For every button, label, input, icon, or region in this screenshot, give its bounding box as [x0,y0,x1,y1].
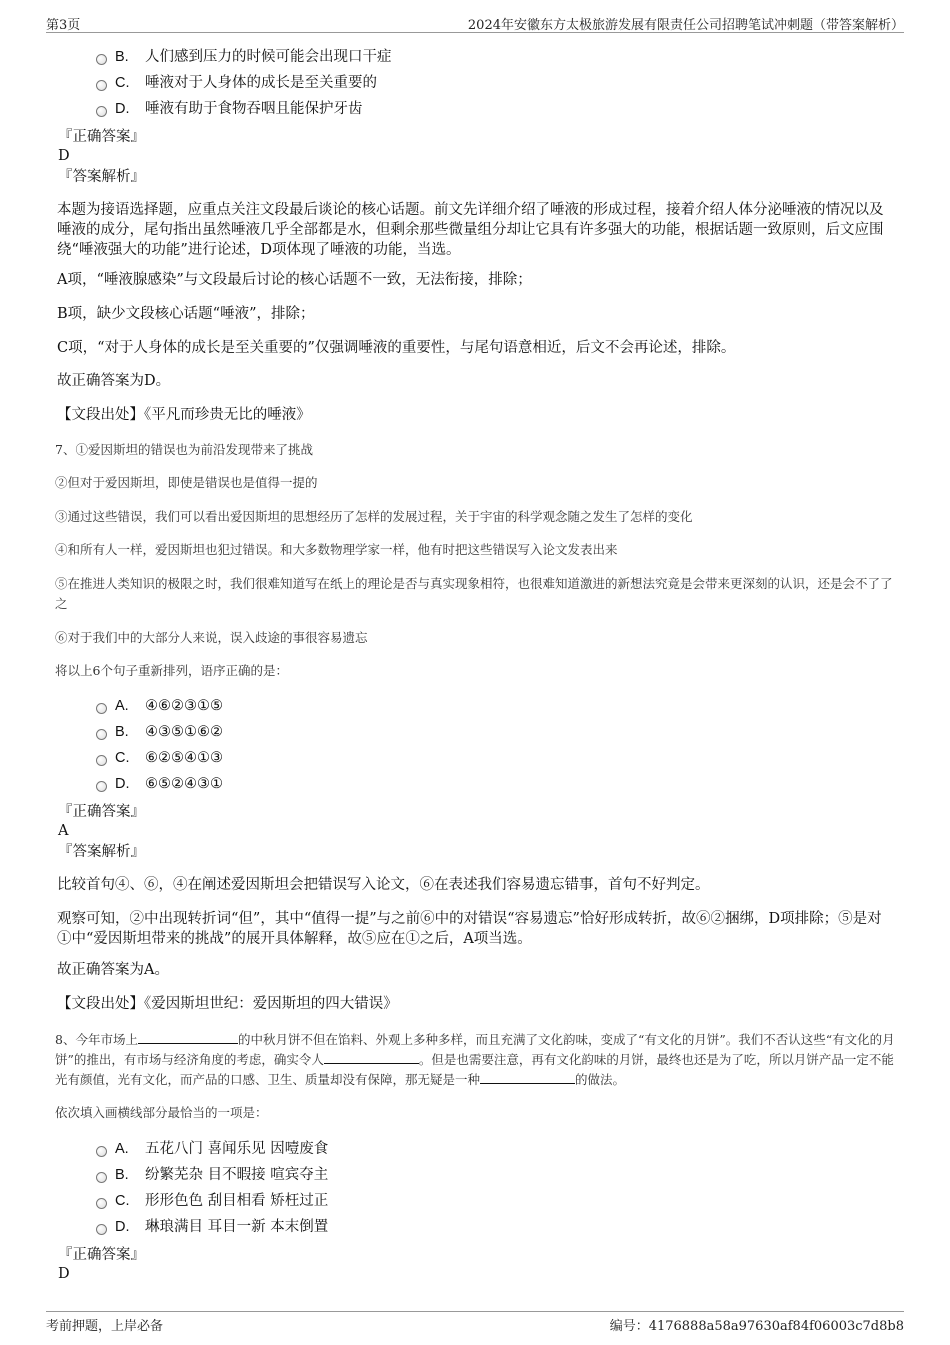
q6-analysis-paragraph: A项，“唾液腺感染”与文段最后讨论的核心话题不一致，无法衔接，排除； [57,272,532,288]
radio-icon[interactable] [96,703,107,714]
q8-option-a[interactable]: A. 五花八门 喜闻乐见 因噎废食 [96,1138,328,1160]
q7-option-b[interactable]: B. ④③⑤①⑥② [96,721,223,743]
q6-analysis-paragraph: 故正确答案为D。 [57,373,171,389]
q6-source: 【文段出处】《平凡而珍贵无比的唾液》 [57,407,311,423]
q7-option-a[interactable]: A. ④⑥②③①⑤ [96,695,223,717]
q6-answer: D [58,148,70,164]
q8-prompt: 依次填入画横线部分最恰当的一项是： [55,1105,268,1120]
q8-answer: D [58,1266,70,1282]
fill-blank [480,1071,575,1084]
fill-blank [324,1051,419,1064]
option-text: ④⑥②③①⑤ [145,698,223,714]
document-title: 2024年安徽东方太极旅游发展有限责任公司招聘笔试冲刺题（带答案解析） [467,18,904,33]
q7-option-c[interactable]: C. ⑥②⑤④①③ [96,747,223,769]
option-text: ⑥⑤②④③① [145,776,223,792]
q6-analysis-paragraph: B项，缺少文段核心话题“唾液”，排除； [57,306,315,322]
option-text: 纷繁芜杂 目不暇接 喧宾夺主 [145,1167,329,1183]
q7-analysis-label: 『答案解析』 [58,844,145,860]
q7-analysis-paragraph: 观察可知，②中出现转折词“但”，其中“值得一提”与之前⑥中的对错误“容易遗忘”恰好形成转折，故⑥②捆绑，D项排除；⑤是对①中“爱因斯坦带来的挑战”的展开具体解释，故⑤应在①之后，A项当选。 [57,911,882,947]
q6-analysis-label: 『答案解析』 [58,169,145,185]
q7-sentence: ④和所有人一样，爱因斯坦也犯过错误。和大多数物理学家一样，他有时把这些错误写入论文发表出来 [55,542,618,557]
q7-sentence: ⑥对于我们中的大部分人来说，误入歧途的事很容易遗忘 [55,630,368,645]
fill-blank [138,1031,238,1044]
option-text: 形形色色 刮目相看 矫枉过正 [145,1193,329,1209]
q7-analysis-paragraph: 比较首句④、⑥，④在阐述爱因斯坦会把错误写入论文，⑥在表述我们容易遗忘错事，首句不好判定。 [57,877,710,893]
q6-analysis-paragraph: 本题为接语选择题，应重点关注文段最后谈论的核心话题。前文先详细介绍了唾液的形成过程，接着介绍人体分泌唾液的情况以及唾液的成分，尾句指出虽然唾液几乎全部都是水，但剩余那些微量组分却让它具有许多强大的功能，根据话题一致原则，后文应围绕“唾液强大的功能”进行论述，D项体现了唾液的功能，当选。 [57,202,884,258]
q6-option-b[interactable]: B. 人们感到压力的时候可能会出现口干症 [96,46,392,68]
q7-answer-label: 『正确答案』 [58,804,145,820]
q7-sentence: ②但对于爱因斯坦，即使是错误也是值得一提的 [55,475,318,490]
option-text: 唾液有助于食物吞咽且能保护牙齿 [145,101,363,117]
q7-sentence: ③通过这些错误，我们可以看出爱因斯坦的思想经历了怎样的发展过程，关于宇宙的科学观念随之发生了怎样的变化 [55,509,693,524]
q6-analysis-paragraph: C项，“对于人身体的成长是至关重要的”仅强调唾液的重要性，与尾句语意相近，后文不会再论述，排除。 [57,340,736,356]
option-text: ⑥②⑤④①③ [145,750,223,766]
radio-icon[interactable] [96,1172,107,1183]
q7-source: 【文段出处】《爱因斯坦世纪：爱因斯坦的四大错误》 [57,996,398,1012]
page-number: 第3页 [46,18,81,33]
q7-sentence: 7、①爱因斯坦的错误也为前沿发现带来了挑战 [55,442,313,457]
q8-option-d[interactable]: D. 琳琅满目 耳目一新 本末倒置 [96,1216,328,1238]
q7-answer: A [58,823,69,839]
radio-icon[interactable] [96,781,107,792]
option-text: 人们感到压力的时候可能会出现口干症 [145,49,392,65]
radio-icon[interactable] [96,1198,107,1209]
q6-option-d[interactable]: D. 唾液有助于食物吞咽且能保护牙齿 [96,98,363,120]
page-footer [46,1311,904,1334]
option-text: 唾液对于人身体的成长是至关重要的 [145,75,377,91]
q7-analysis-paragraph: 故正确答案为A。 [57,962,169,978]
option-text: 五花八门 喜闻乐见 因噎废食 [145,1141,329,1157]
q8-option-b[interactable]: B. 纷繁芜杂 目不暇接 喧宾夺主 [96,1164,328,1186]
q7-prompt: 将以上6个句子重新排列，语序正确的是： [55,663,288,678]
q8-stem: 8、今年市场上 的中秋月饼不但在馅料、外观上多种多样，而且充满了文化韵味，变成了“有文化的月饼”。我们不否认这些“有文化的月饼”的推出，有市场与经济角度的考虑，确实令人 。但是也需要注意，再有文化韵味的月饼，最终也还是为了吃，所以月饼产品一定不能光有颜值，光有文化，而产品的口感、卫生、质量却没有保障，那无疑是一种 的做法。 [55,1032,895,1087]
q6-option-c[interactable]: C. 唾液对于人身体的成长是至关重要的 [96,72,377,94]
radio-icon[interactable] [96,755,107,766]
radio-icon[interactable] [96,106,107,117]
radio-icon[interactable] [96,80,107,91]
option-text: 琳琅满目 耳目一新 本末倒置 [145,1219,329,1235]
radio-icon[interactable] [96,54,107,65]
radio-icon[interactable] [96,1224,107,1235]
radio-icon[interactable] [96,729,107,740]
q7-option-d[interactable]: D. ⑥⑤②④③① [96,773,223,795]
page-header [46,12,904,33]
option-text: ④③⑤①⑥② [145,724,223,740]
radio-icon[interactable] [96,1146,107,1157]
footer-slogan: 考前押题，上岸必备 [46,1319,164,1334]
q7-sentence: ⑤在推进人类知识的极限之时，我们很难知道写在纸上的理论是否与真实现象相符，也很难知道激进的新想法究竟是会带来更深刻的认识，还是会不了了之 [55,576,893,611]
q8-option-c[interactable]: C. 形形色色 刮目相看 矫枉过正 [96,1190,328,1212]
q6-answer-label: 『正确答案』 [58,129,145,145]
document-id: 编号：4176888a58a97630af84f06003c7d8b8 [609,1319,904,1334]
q8-answer-label: 『正确答案』 [58,1247,145,1263]
